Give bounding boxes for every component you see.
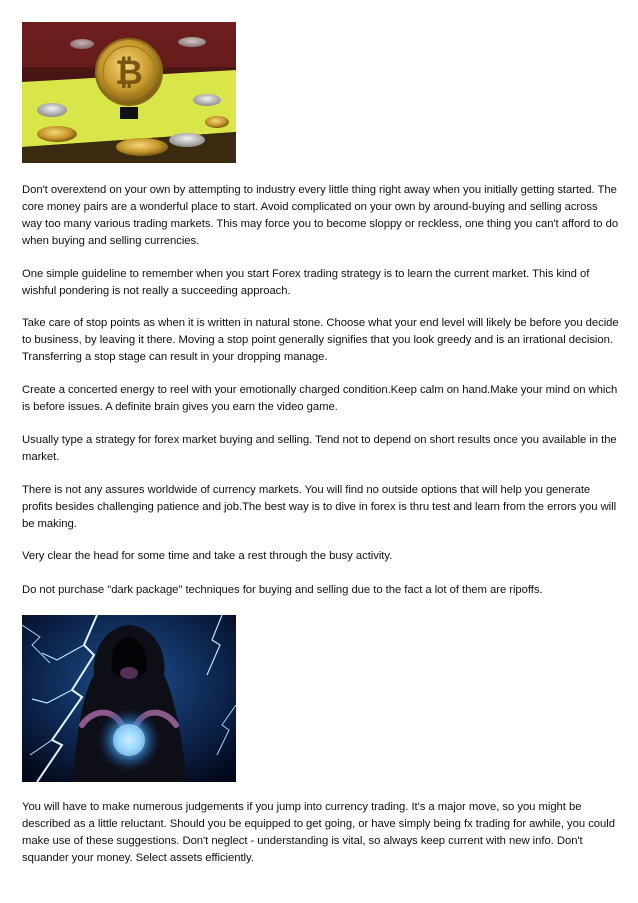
paragraph-1: Don't overextend on your own by attempting to industry every little thing right away when you initially getting started. The core money pairs are a wonderful place to start. Avoid complicated on your own by around-buying and selling across way too many various trading markets. This may force you to become sloppy or reckless, one thing you can't afford to do when buying and selling currencies. [22,184,619,248]
paragraph-9: You will have to make numerous judgements if you jump into currency trading. It's a major move, so you might be described as a little reluctant. Should you be equipped to get going, or have simply being fx trading for awhile, you could make use of these suggestions. Don't neglect - understanding is vital, so always keep current with new info. Don't squander your money. Select assets efficiently. [22,801,615,865]
paragraph-3: Take care of stop points as when it is written in natural stone. Choose what your end level will likely be before you decide to business, by leaving it there. Moving a stop point generally signifies that you look greedy and is an irrational decision. Transferring a stop stage can result in your dropping manage. [22,317,619,364]
svg-text:₿: ₿ [115,53,143,93]
paragraph-8: Do not purchase "dark package" techniques for buying and selling due to the fact a lot of them are ripoffs. [22,584,543,596]
paragraph-2: One simple guideline to remember when you start Forex trading strategy is to learn the current market. This kind of wishful pondering is not really a succeeding approach. [22,268,590,298]
paragraph-6: There is not any assures worldwide of currency markets. You will find no outside options that will help you generate profits besides challenging patience and job.The best way is to dive in forex is thru test and learn from the errors you will be making. [22,484,617,531]
paragraph-7: Very clear the head for some time and take a rest through the busy activity. [22,550,393,562]
bitcoin-photo [22,22,236,163]
paragraph-4: Create a concerted energy to reel with your emotionally charged condition.Keep calm on hand.Make your mind on which is before issues. A definite brain gives you earn the video game. [22,384,618,414]
paragraph-5: Usually type a strategy for forex market buying and selling. Tend not to depend on short results once you available in the market. [22,434,617,464]
hooded-figure-photo [22,615,236,782]
bitcoin-illustration [22,22,236,163]
hooded-figure-illustration [22,615,236,782]
